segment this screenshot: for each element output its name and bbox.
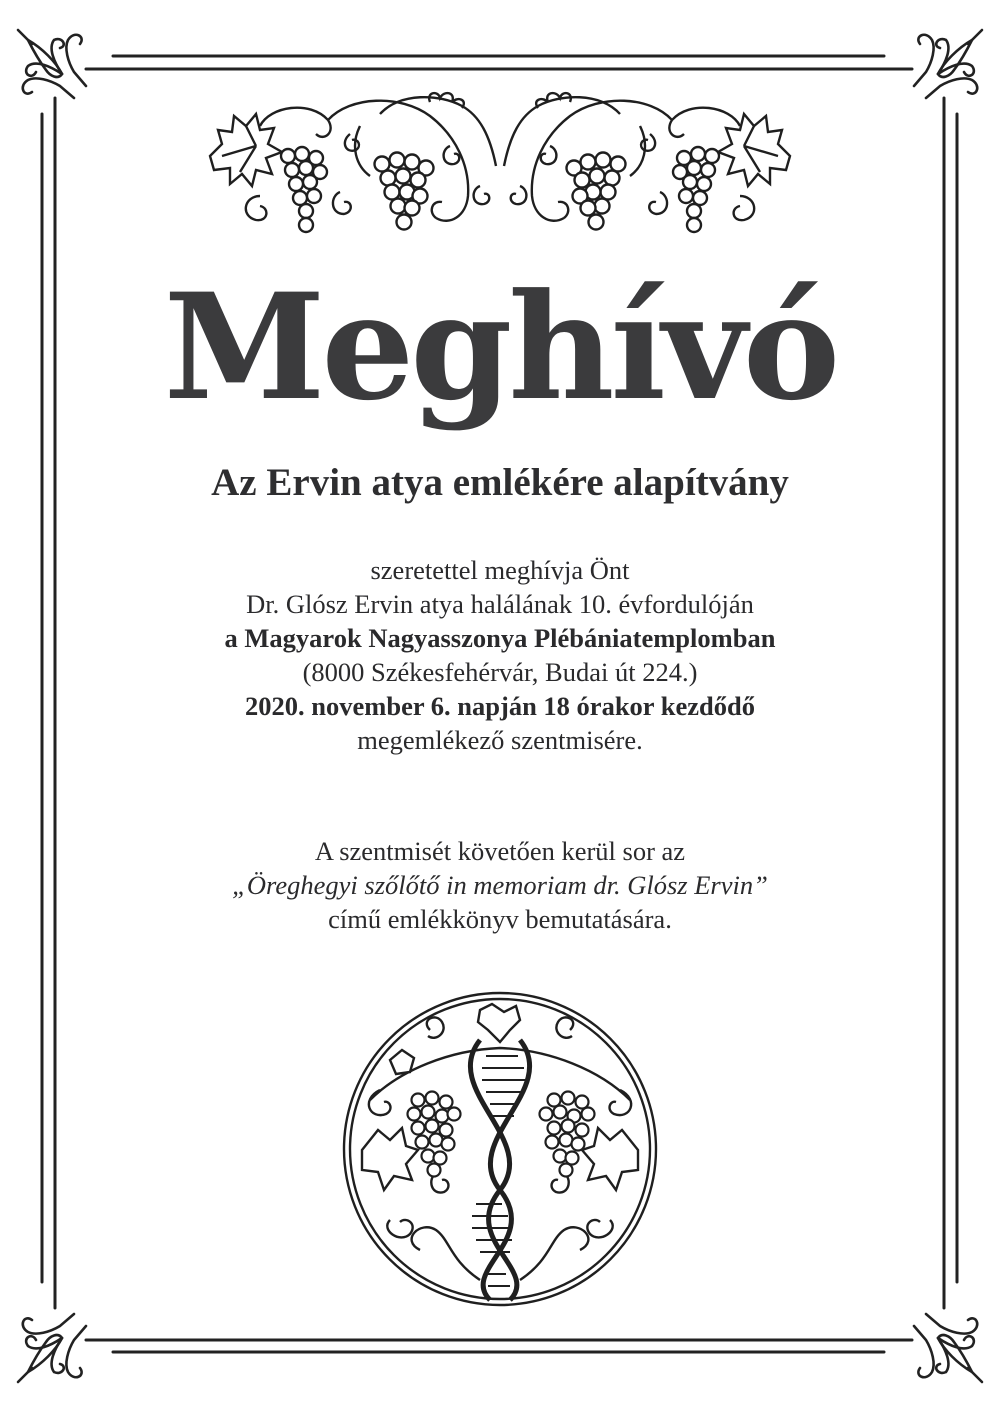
corner-ornament-top-left-icon: [14, 26, 94, 106]
occasion-line: Dr. Glósz Ervin atya halálának 10. évfordulóján: [246, 589, 754, 619]
corner-ornament-bottom-right-icon: [906, 1306, 986, 1386]
grape-vine-ornament-icon: [200, 86, 800, 242]
invitation-paragraph-1: [0, 553, 1000, 757]
foundation-name: Az Ervin atya emlékére alapítvány: [211, 461, 789, 504]
corner-ornament-bottom-left-icon: [14, 1306, 94, 1386]
book-presentation-line: című emlékkönyv bemutatására.: [328, 904, 672, 934]
date-time-line: 2020. november 6. napján 18 órakor kezdődő: [245, 691, 755, 721]
corner-ornament-top-right-icon: [906, 26, 986, 106]
invitation-paragraph-2: [0, 834, 1000, 936]
dna-grapevine-medallion-icon: [340, 990, 660, 1310]
followup-line: A szentmisét követően kerül sor az: [314, 836, 686, 866]
venue-line: a Magyarok Nagyasszonya Plébániatemplomban: [224, 623, 776, 653]
event-line: megemlékező szentmisére.: [357, 725, 643, 755]
invitation-title: Meghívó: [163, 262, 837, 433]
invite-line: szeretettel meghívja Önt: [370, 555, 630, 585]
book-title-line: „Öreghegyi szőlőtő in memoriam dr. Glósz Ervin”: [232, 870, 768, 900]
address-line: (8000 Székesfehérvár, Budai út 224.): [302, 657, 698, 687]
